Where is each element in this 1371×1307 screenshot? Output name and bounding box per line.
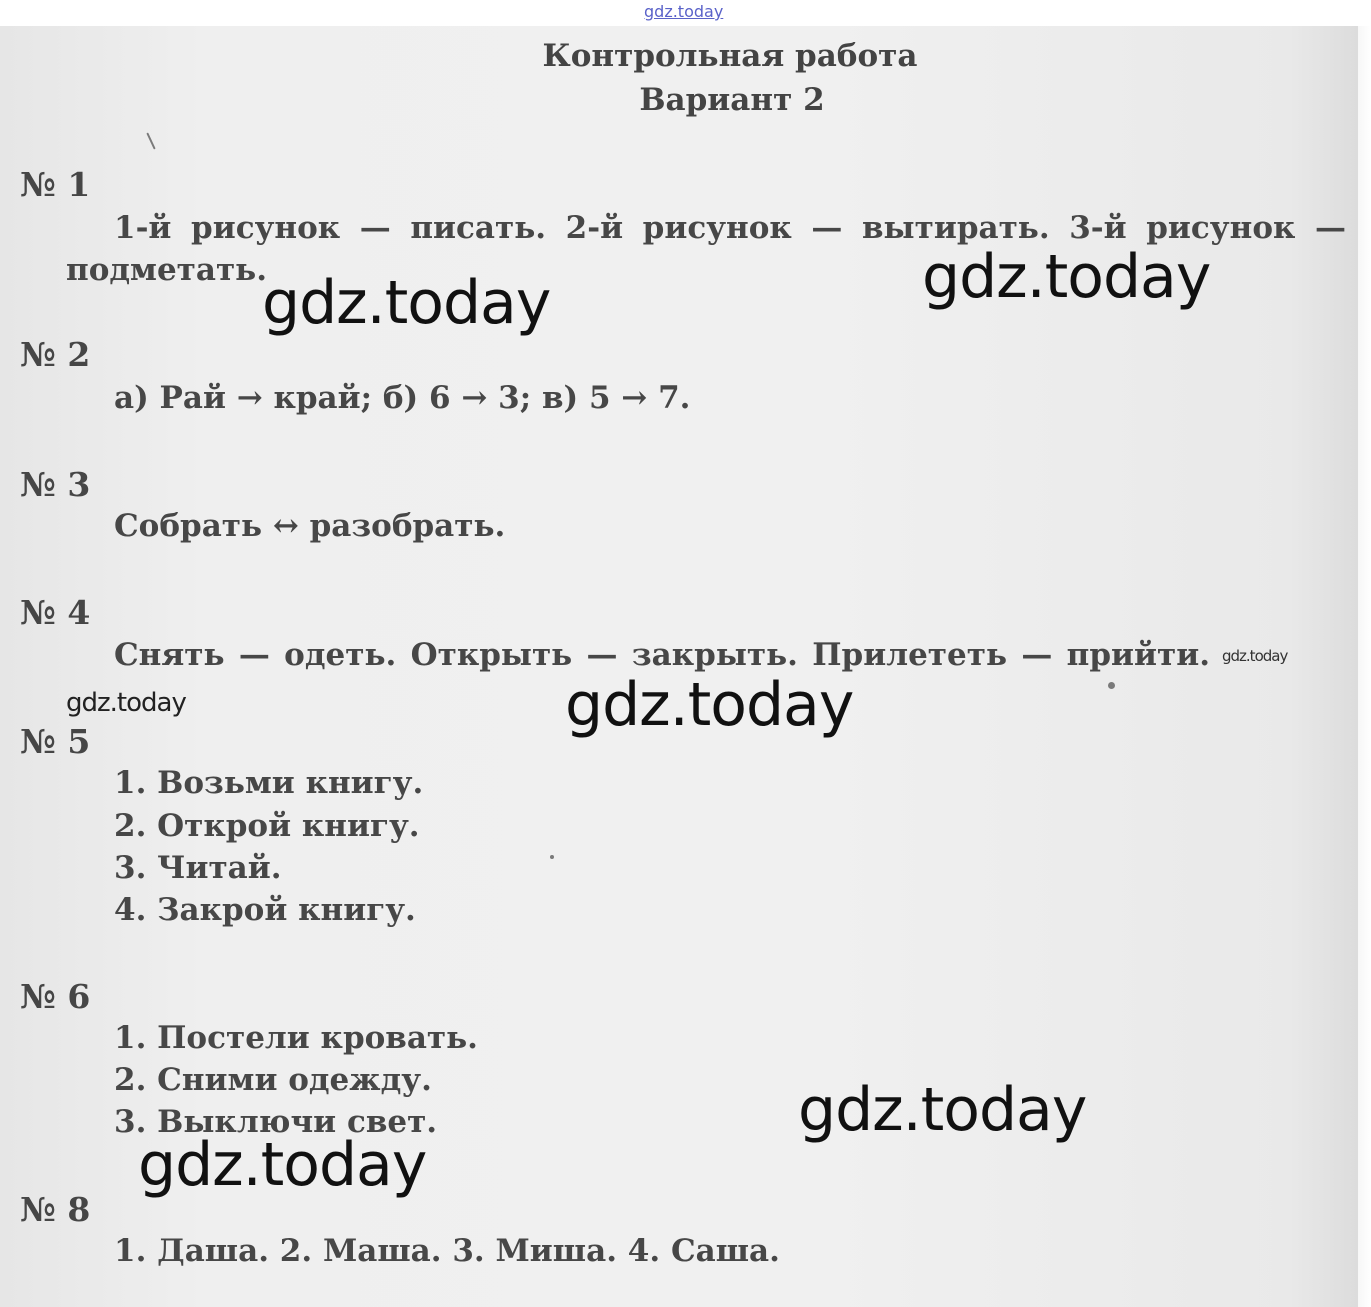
watermark: gdz.today xyxy=(262,268,551,338)
watermark: gdz.today xyxy=(565,670,854,740)
task-number: № 6 xyxy=(20,977,91,1016)
task-number: № 2 xyxy=(20,335,91,374)
watermark: gdz.today xyxy=(1222,647,1288,665)
task-text: Собрать ↔ разобрать. xyxy=(114,508,506,544)
variant-title: Вариант 2 xyxy=(639,82,825,118)
page-title: Контрольная работа xyxy=(542,38,918,74)
scan-speck xyxy=(550,855,554,859)
watermark: gdz.today xyxy=(66,688,186,718)
task-number: № 3 xyxy=(20,465,91,504)
list-item: 2. Сними одежду. xyxy=(114,1062,432,1098)
task-text: а) Рай → край; б) 6 → 3; в) 5 → 7. xyxy=(114,380,691,416)
task-number: № 8 xyxy=(20,1190,91,1229)
watermark: gdz.today xyxy=(922,242,1211,312)
list-item: 3. Выключи свет. xyxy=(114,1104,438,1140)
task-text: подметать. xyxy=(66,252,268,288)
list-item: 1. Возьми книгу. xyxy=(114,765,424,801)
watermark-link[interactable]: gdz.today xyxy=(644,2,724,21)
list-item: 4. Закрой книгу. xyxy=(114,892,416,928)
task-text: 1-й рисунок — писать. 2-й рисунок — вытирать. 3-й рисунок — xyxy=(114,210,1346,246)
task-text: Снять — одеть. Открыть — закрыть. Прилететь — прийти. xyxy=(114,637,1210,673)
task-number: № 4 xyxy=(20,593,91,632)
list-item: 3. Читай. xyxy=(114,850,282,886)
task-text: 1. Даша. 2. Маша. 3. Миша. 4. Саша. xyxy=(114,1233,780,1269)
page-edge xyxy=(1358,26,1371,1307)
task-number: № 5 xyxy=(20,722,91,761)
watermark: gdz.today xyxy=(138,1130,427,1200)
list-item: 1. Постели кровать. xyxy=(114,1020,478,1056)
task-number: № 1 xyxy=(20,165,91,204)
watermark: gdz.today xyxy=(798,1075,1087,1145)
list-item: 2. Открой книгу. xyxy=(114,808,420,844)
scan-speck xyxy=(1108,682,1115,689)
